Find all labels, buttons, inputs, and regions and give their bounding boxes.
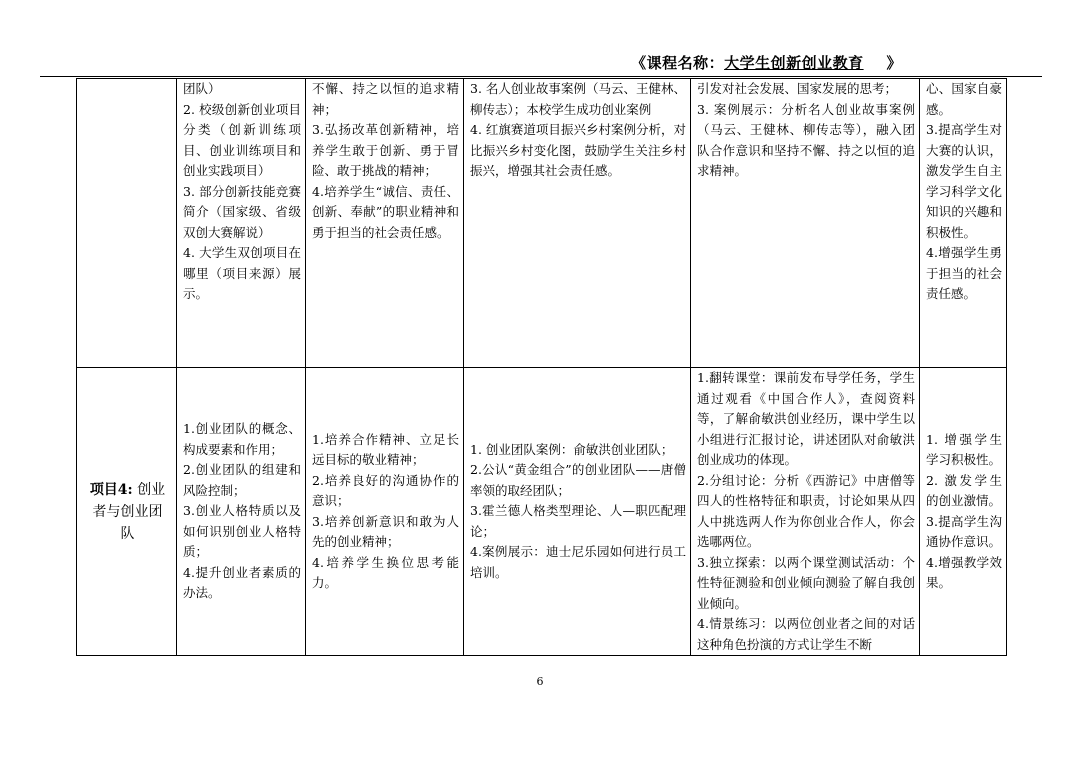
project-number: 项目4: [89, 481, 133, 498]
text-line: 2.创业团队的组建和风险控制； [183, 462, 301, 498]
project-name: 创业者与创业团队 [92, 481, 166, 542]
table-row-project-4 [77, 368, 1007, 656]
syllabus-table [76, 78, 1007, 656]
text-line: 3.提高学生沟通协作意识。 [926, 513, 1002, 549]
text-line: 3.霍兰德人格类型理论、人—职匹配理论； [470, 503, 686, 539]
text-line: 4.增强教学效果。 [926, 554, 1002, 590]
text-line: 1. 创业团队案例：俞敏洪创业团队； [470, 441, 674, 457]
text-line: 3.弘扬改革创新精神，培养学生敢于创新、勇于冒险、敢于挑战的精神； [312, 122, 459, 178]
text-line: 4. 红旗赛道项目振兴乡村案例分析，对比振兴乡村变化图，鼓励学生关注乡村振兴，增强其社会责任感。 [470, 122, 686, 178]
project-title [83, 479, 172, 545]
cell-ideology-goals [306, 368, 464, 656]
text-line: 2.公认“黄金组合”的创业团队——唐僧率领的取经团队； [470, 462, 686, 498]
text-line: 3.培养创新意识和敢为人先的创业精神； [312, 513, 459, 549]
text-line: 3. 部分创新技能竞赛简介（国家级、省级双创大赛解说） [183, 183, 301, 240]
text-line: 3.提高学生对大赛的认识，激发学生自主学习科学文化知识的兴趣和积极性。 [926, 122, 1002, 240]
page-number: 6 [536, 675, 544, 688]
text-line: 2. 激发学生的创业激情。 [926, 472, 1002, 508]
cell-cases [464, 79, 691, 368]
text-line: 1.培养合作精神、立足长远目标的敬业精神； [312, 431, 459, 467]
text-line: 1. 增强学生学习积极性。 [926, 431, 1002, 467]
cell-methods [691, 79, 920, 368]
text-line: 4.增强学生勇于担当的社会责任感。 [926, 245, 1002, 301]
cell-effects [920, 79, 1007, 368]
cell-content [177, 368, 306, 656]
table-row-continuation [77, 79, 1007, 368]
text-line: 3.独立探索：以两个课堂测试活动：个性特征测验和创业倾向测验了解自我创业倾向。 [697, 554, 915, 611]
cell-cases [464, 368, 691, 656]
text-line: 4.培养学生“诚信、责任、创新、奉献”的职业精神和勇于担当的社会责任感。 [312, 183, 459, 240]
text-line: 3. 案例展示：分析名人创业故事案例（马云、王健林、柳传志等），融入团队合作意识和坚持不懈、持之以恒的追求精神。 [697, 101, 915, 178]
text-line: 团队） [183, 81, 221, 96]
cell-project [77, 79, 177, 368]
text-line: 2.培养良好的沟通协作的意识； [312, 472, 459, 508]
text-line: 4.情景练习：以两位创业者之间的对话这种角色扮演的方式让学生不断 [697, 616, 915, 652]
course-header [0, 53, 902, 73]
text-line: 4.培养学生换位思考能力。 [312, 554, 459, 590]
course-header-prefix: 《课程名称： [631, 54, 725, 72]
cell-methods [691, 368, 920, 656]
cell-project-title [77, 368, 177, 656]
text-line: 4.案例展示：迪士尼乐园如何进行员工培训。 [470, 544, 686, 580]
text-line: 4. 大学生双创项目在哪里（项目来源）展示。 [183, 245, 301, 301]
text-line: 3. 名人创业故事案例（马云、王健林、柳传志）；本校学生成功创业案例 [470, 81, 686, 117]
cell-effects [920, 368, 1007, 656]
text-line: 2. 校级创新创业项目分类（创新训练项目、创业训练项目和创业实践项目） [183, 101, 301, 178]
text-line: 引发对社会发展、国家发展的思考； [697, 81, 898, 96]
text-line: 1.翻转课堂：课前发布导学任务，学生通过观看《中国合作人》，查阅资料等，了解俞敏洪创业经历，课中学生以小组进行汇报讨论，讲述团队对俞敏洪创业成功的体现。 [697, 370, 915, 467]
text-line: 2.分组讨论：分析《西游记》中唐僧等四人的性格特征和职责，讨论如果从四人中挑选两人作为你创业合作人，你会选哪两位。 [697, 472, 915, 549]
text-line: 3.创业人格特质以及如何识别创业人格特质； [183, 503, 301, 560]
text-line: 4.提升创业者素质的办法。 [183, 564, 301, 601]
text-line: 不懈、持之以恒的追求精神； [312, 81, 459, 117]
text-line: 1.创业团队的概念、构成要素和作用； [183, 421, 301, 457]
text-line: 心、国家自豪感。 [926, 81, 1002, 117]
course-header-suffix: 》 [886, 54, 902, 72]
cell-ideology-goals [306, 79, 464, 368]
cell-content [177, 79, 306, 368]
header-rule [40, 76, 1042, 77]
course-name: 大学生创新创业教育 [724, 54, 864, 72]
